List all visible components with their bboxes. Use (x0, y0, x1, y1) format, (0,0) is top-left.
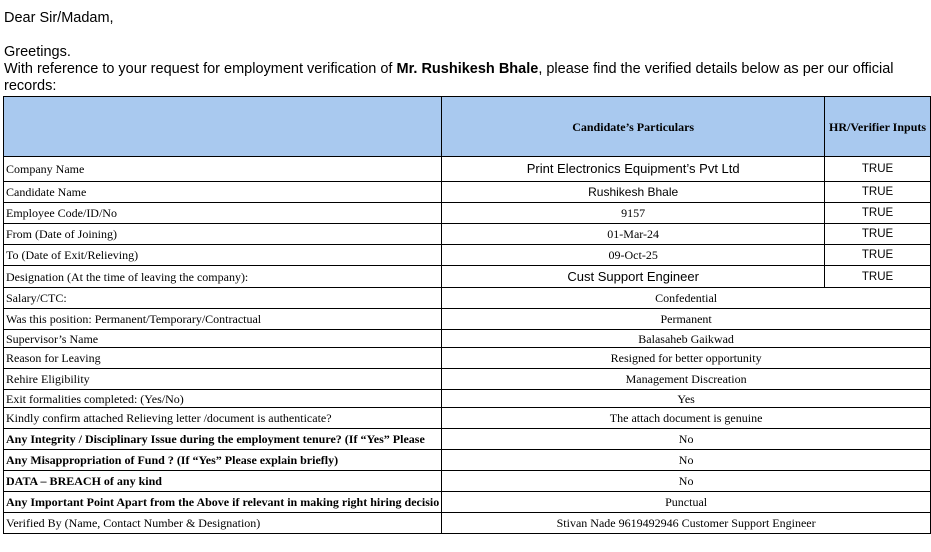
row-label: Kindly confirm attached Relieving letter /document is authenticate? (4, 408, 442, 429)
row-label: Employee Code/ID/No (4, 203, 442, 224)
row-hr-input: TRUE (825, 157, 931, 182)
table-row (4, 348, 931, 369)
table-row (4, 288, 931, 309)
row-value: Punctual (442, 492, 931, 513)
row-label: Designation (At the time of leaving the company): (4, 266, 442, 288)
letter-intro (4, 10, 929, 95)
row-value: Balasaheb Gaikwad (442, 330, 931, 348)
table-row (4, 330, 931, 348)
row-value: No (442, 471, 931, 492)
table-row (4, 492, 931, 513)
row-hr-input: TRUE (825, 266, 931, 288)
row-hr-input: TRUE (825, 245, 931, 266)
reference-paragraph (4, 61, 929, 95)
table-row (4, 245, 931, 266)
salutation: Dear Sir/Madam, (4, 10, 114, 26)
row-value: The attach document is genuine (442, 408, 931, 429)
row-value: Management Discreation (442, 369, 931, 390)
reference-suffix: , please find the verified details below as per our official records: (4, 61, 894, 94)
table-row (4, 266, 931, 288)
row-value: 9157 (442, 203, 825, 224)
table-row (4, 450, 931, 471)
row-label: Verified By (Name, Contact Number & Designation) (4, 513, 442, 534)
table-row (4, 369, 931, 390)
row-value: Yes (442, 390, 931, 408)
row-label: Candidate Name (4, 182, 442, 203)
row-value: Print Electronics Equipment’s Pvt Ltd (442, 157, 825, 182)
table-row (4, 471, 931, 492)
row-value: Stivan Nade 9619492946 Customer Support Engineer (442, 513, 931, 534)
row-label: Salary/CTC: (4, 288, 442, 309)
row-label: Company Name (4, 157, 442, 182)
row-label: Any Integrity / Disciplinary Issue during the employment tenure? (If “Yes” Please (4, 429, 442, 450)
table-row (4, 408, 931, 429)
row-value: No (442, 429, 931, 450)
row-label: Any Important Point Apart from the Above if relevant in making right hiring decisio (4, 492, 442, 513)
row-hr-input: TRUE (825, 203, 931, 224)
row-value: Resigned for better opportunity (442, 348, 931, 369)
header-hr-inputs: HR/Verifier Inputs (825, 97, 931, 157)
row-hr-input: TRUE (825, 182, 931, 203)
table-header-row (4, 97, 931, 157)
row-value: 09-Oct-25 (442, 245, 825, 266)
row-label: To (Date of Exit/Relieving) (4, 245, 442, 266)
row-value: No (442, 450, 931, 471)
table-row (4, 224, 931, 245)
row-label: Was this position: Permanent/Temporary/Contractual (4, 309, 442, 330)
row-label: Reason for Leaving (4, 348, 442, 369)
verification-table (3, 96, 931, 534)
row-label: Any Misappropriation of Fund ? (If “Yes” Please explain briefly) (4, 450, 442, 471)
reference-prefix: With reference to your request for employment verification of (4, 61, 397, 77)
row-label: Supervisor’s Name (4, 330, 442, 348)
row-label: DATA – BREACH of any kind (4, 471, 442, 492)
table-row (4, 390, 931, 408)
row-value: Cust Support Engineer (442, 266, 825, 288)
row-hr-input: TRUE (825, 224, 931, 245)
table-row (4, 513, 931, 534)
greeting: Greetings. (4, 44, 71, 60)
header-particulars: Candidate’s Particulars (442, 97, 825, 157)
row-label: Exit formalities completed: (Yes/No) (4, 390, 442, 408)
row-value: Permanent (442, 309, 931, 330)
table-row (4, 309, 931, 330)
table-row (4, 182, 931, 203)
row-value: 01-Mar-24 (442, 224, 825, 245)
table-row (4, 429, 931, 450)
table-row (4, 203, 931, 224)
candidate-name-bold: Mr. Rushikesh Bhale (396, 61, 539, 77)
row-label: From (Date of Joining) (4, 224, 442, 245)
row-value: Rushikesh Bhale (442, 182, 825, 203)
header-label-cell (4, 97, 442, 157)
row-label: Rehire Eligibility (4, 369, 442, 390)
row-value: Confedential (442, 288, 931, 309)
table-row (4, 157, 931, 182)
